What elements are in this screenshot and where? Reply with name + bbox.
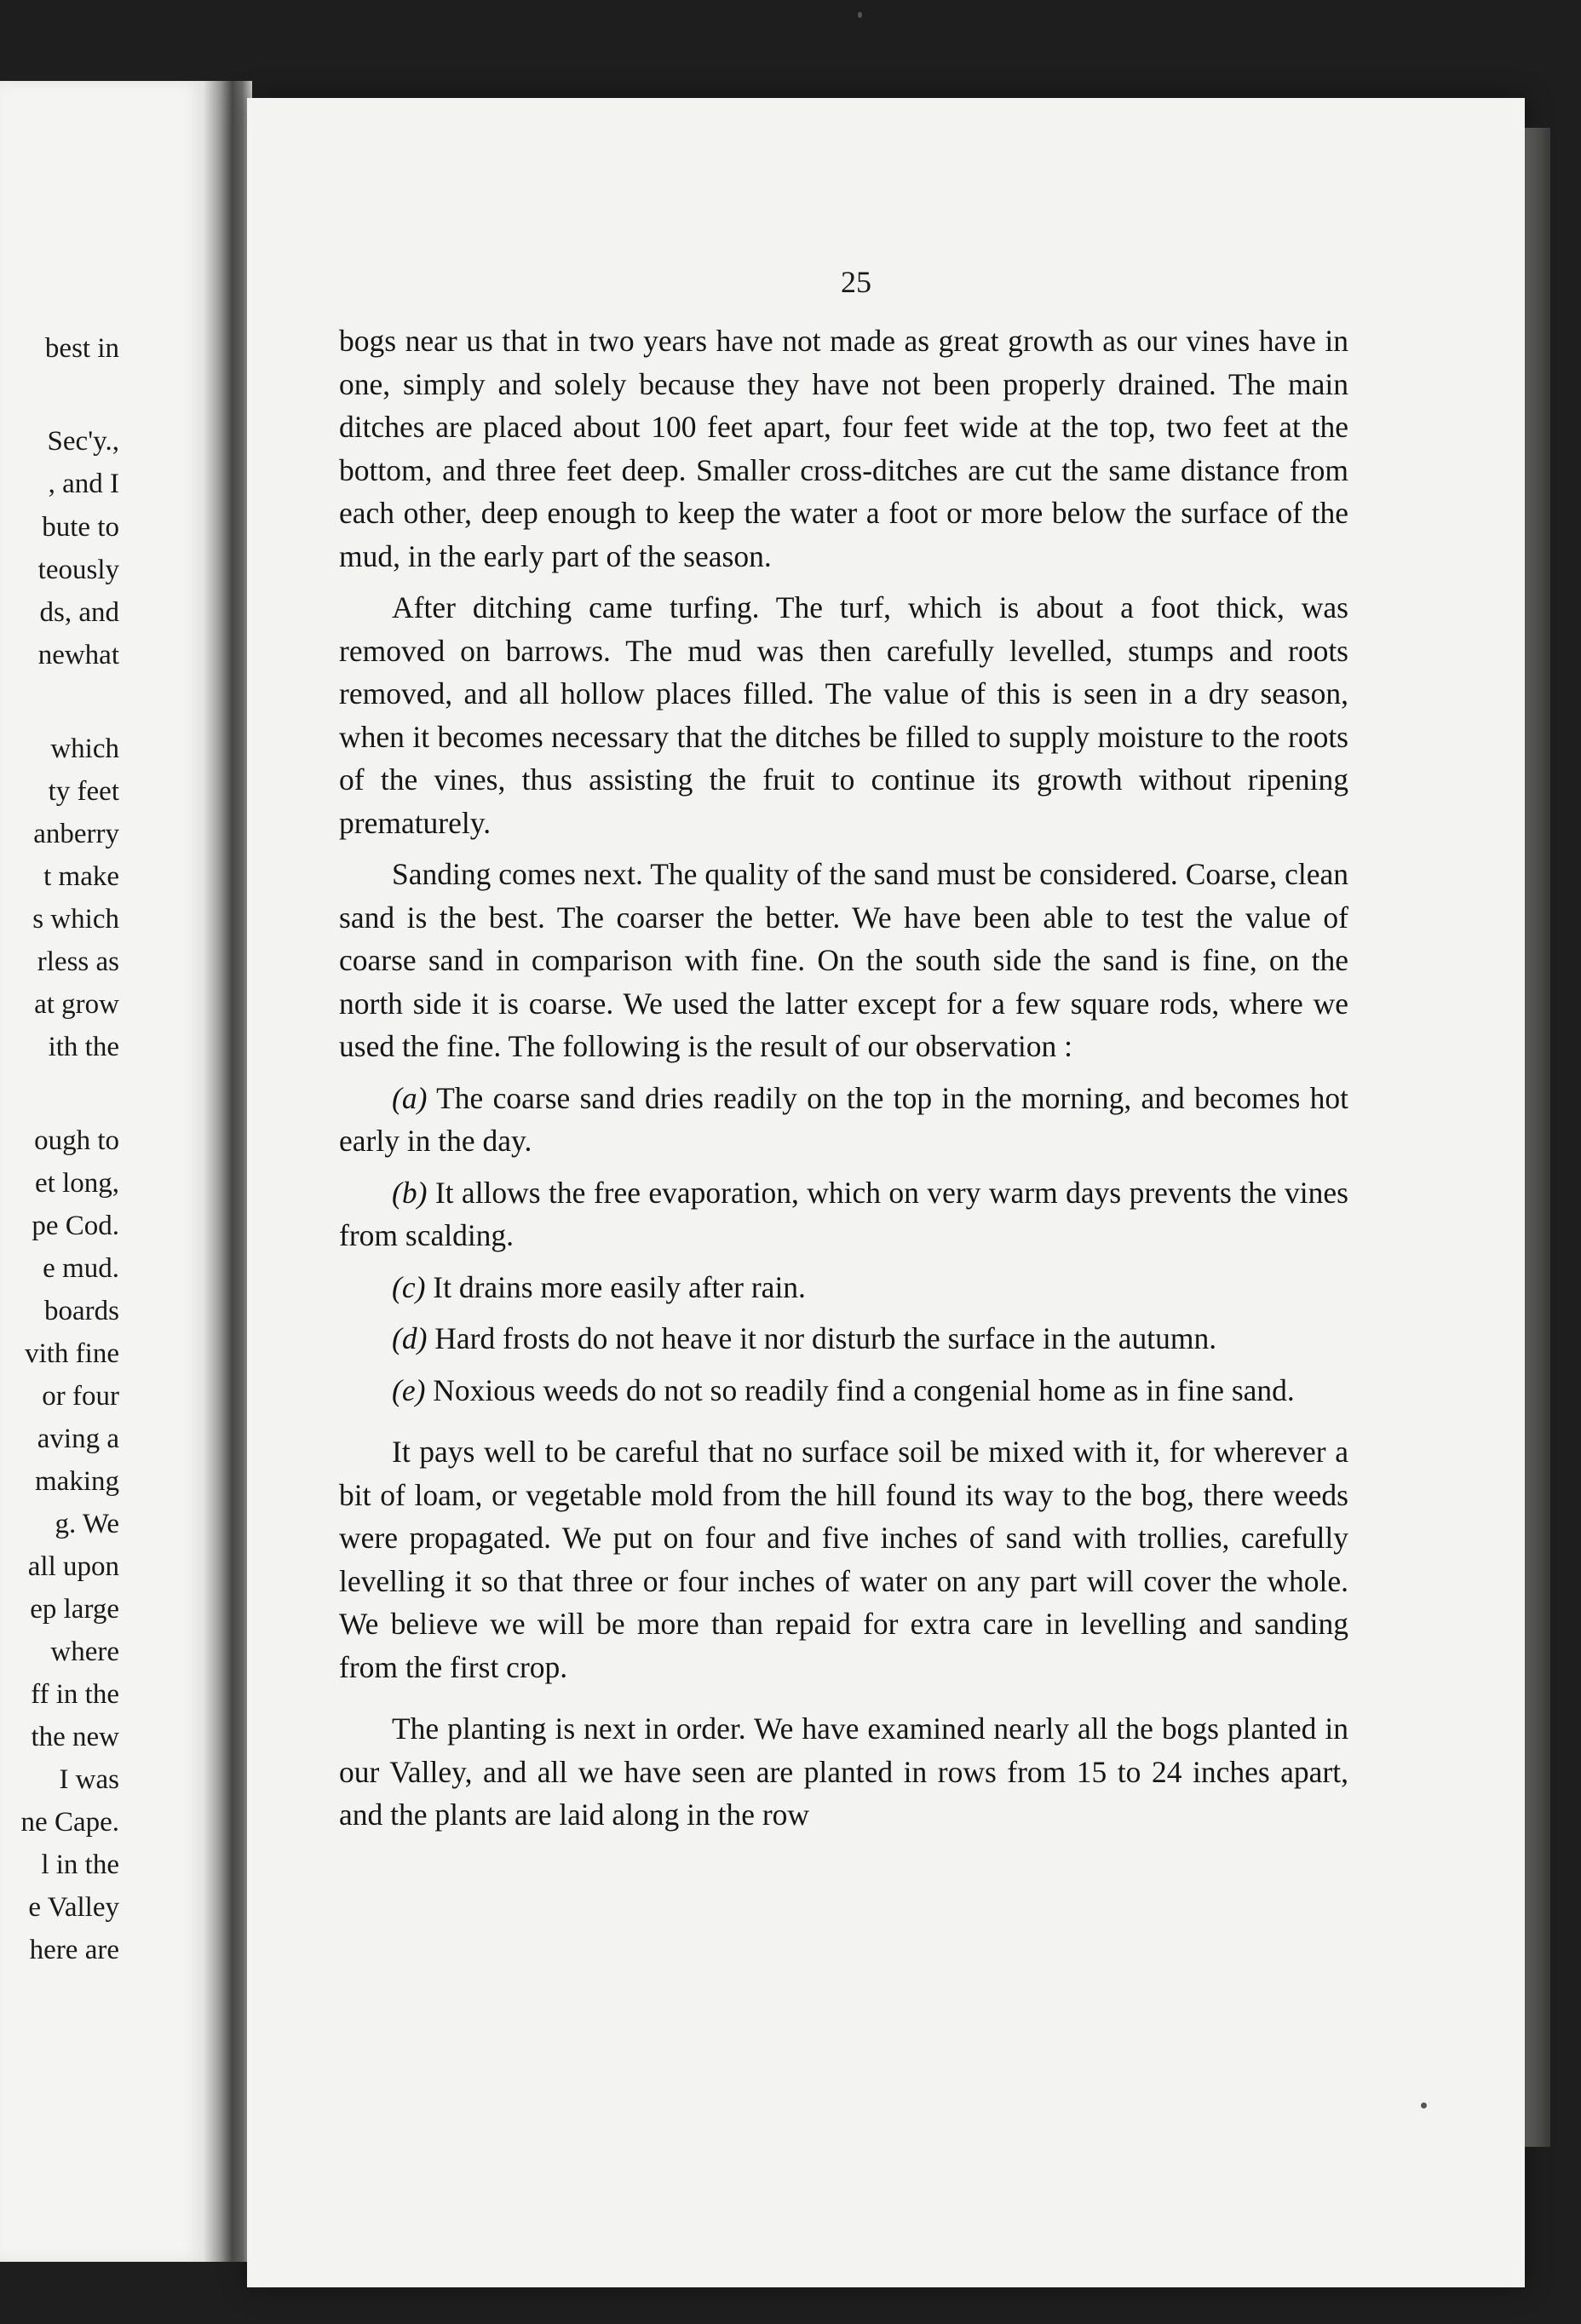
left-page-line: newhat xyxy=(37,640,119,670)
paragraph: Sanding comes next. The quality of the sand must be considered. Coarse, clean sand is the best. The coarser the better. We have been able to test the value of coarse sand in comparison with fine. On the south side the sand is fine, on the north side it is coarse. We used the latter except for a few square rods, where we used the fine. The following is the result of our observation : xyxy=(339,857,1348,1063)
left-page-line: et long, xyxy=(35,1168,119,1199)
left-page-line: boards xyxy=(44,1296,119,1326)
left-page-line: which xyxy=(50,733,119,764)
book-gutter-shadow xyxy=(203,81,252,2262)
paragraph: bogs near us that in two years have not made as great growth as our vines have in one, simply and solely because they have not been properly drained. The main ditches are placed about 100 feet apart, four feet wide at the top, two feet at the bottom, and three feet deep. Smaller cross-ditches are cut the same distance from each other, deep enough to keep the water a foot or more below the surface of the mud, in the early part of the season. xyxy=(339,324,1348,573)
left-page-line: pe Cod. xyxy=(32,1211,119,1241)
list-item xyxy=(339,1317,1348,1360)
left-page-line: e Valley xyxy=(28,1892,119,1923)
left-page-line: at grow xyxy=(34,989,119,1020)
paragraph: After ditching came turfing. The turf, which is about a foot thick, was removed on barrows. The mud was then carefully levelled, stumps and roots removed, and all hollow places filled. The value of this is seen in a dry season, when it becomes necessary that the ditches be filled to supply moisture to the roots of the vines, thus assisting the fruit to continue its growth without ripening prematurely. xyxy=(339,590,1348,840)
list-item-label: (a) xyxy=(392,1080,428,1115)
left-page-line: , and I xyxy=(48,469,119,499)
page-body xyxy=(339,319,1348,1845)
left-page-line: best in xyxy=(44,333,119,364)
left-facing-page xyxy=(0,81,204,2262)
list-item-label: (c) xyxy=(392,1269,426,1304)
left-page-line: ith the xyxy=(48,1032,119,1062)
left-page-line: or four xyxy=(42,1381,119,1412)
left-page-line: ff in the xyxy=(31,1679,119,1710)
left-page-line: g. We xyxy=(55,1509,119,1539)
list-item xyxy=(339,1369,1348,1412)
list-item-label: (e) xyxy=(392,1372,426,1407)
list-item-text: It allows the free evaporation, which on very warm days prevents the vines from scalding. xyxy=(339,1175,1348,1252)
left-page-line: ty feet xyxy=(48,776,119,807)
left-page-line: where xyxy=(50,1637,119,1667)
list-item-text: The coarse sand dries readily on the top in the morning, and becomes hot early in the day. xyxy=(339,1080,1348,1158)
list-item-label: (b) xyxy=(392,1175,428,1210)
list-item xyxy=(339,1266,1348,1309)
left-page-line: teously xyxy=(37,555,119,585)
left-page-line: Sec'y., xyxy=(47,426,119,457)
paragraph: It pays well to be careful that no surface soil be mixed with it, for wherever a bit of loam, or vegetable mold from the hill found its way to the bog, there weeds were propagated. We put on four and five inches of sand with trollies, carefully levelling it so that three or four inches of water on any part will cover the whole. We believe we will be more than repaid for extra care in levelling and sanding from the first crop. xyxy=(339,1435,1348,1684)
left-page-line: s which xyxy=(32,904,119,935)
paragraph: The planting is next in order. We have examined nearly all the bogs planted in our Valley, and all we have seen are planted in rows from 15 to 24 inches apart, and the plants are laid along in the row xyxy=(339,1711,1348,1832)
list-item-label: (d) xyxy=(392,1321,428,1355)
list-item xyxy=(339,1171,1348,1257)
list-item xyxy=(339,1077,1348,1163)
left-page-line: t make xyxy=(43,861,119,892)
left-page-line: aving a xyxy=(37,1424,119,1454)
left-page-line: e mud. xyxy=(43,1253,119,1284)
list-item-text: It drains more easily after rain. xyxy=(433,1269,806,1304)
dust-speck xyxy=(1421,2103,1427,2108)
left-page-line: all upon xyxy=(27,1551,119,1582)
page-number: 25 xyxy=(841,265,871,299)
list-item-text: Hard frosts do not heave it nor disturb the surface in the autumn. xyxy=(434,1321,1217,1355)
left-page-line: I was xyxy=(59,1764,119,1795)
left-page-line: ough to xyxy=(34,1125,119,1156)
left-page-line: anberry xyxy=(33,819,119,849)
left-page-line: ds, and xyxy=(39,597,119,628)
left-page-line: ep large xyxy=(30,1594,119,1625)
left-page-line: making xyxy=(35,1466,119,1497)
left-page-line: rless as xyxy=(37,946,119,977)
left-page-line: the new xyxy=(31,1722,119,1752)
left-page-line: here are xyxy=(29,1935,119,1965)
dust-speck xyxy=(858,12,862,18)
left-page-line: l in the xyxy=(41,1849,119,1880)
left-page-line: ne Cape. xyxy=(20,1807,119,1838)
left-page-line: bute to xyxy=(42,512,119,543)
left-page-line: vith fine xyxy=(25,1338,119,1369)
list-item-text: Noxious weeds do not so readily find a congenial home as in fine sand. xyxy=(433,1372,1295,1407)
